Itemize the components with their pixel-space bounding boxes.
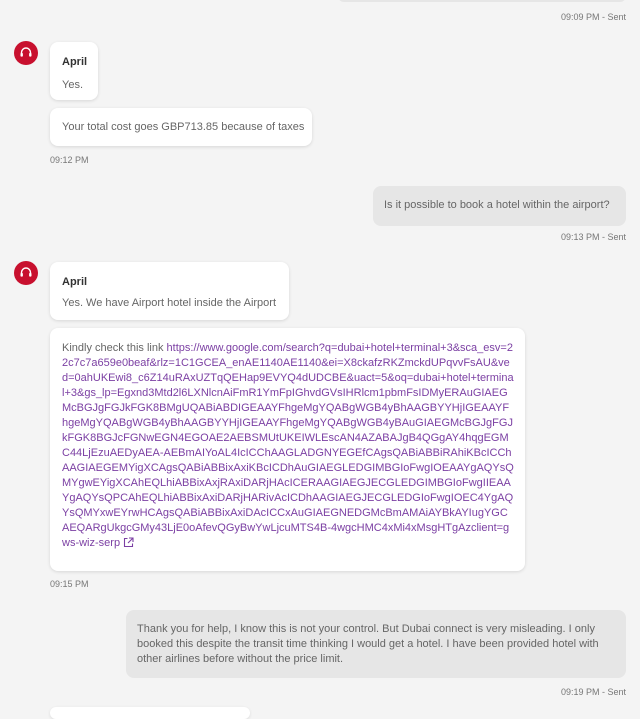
agent-message-card xyxy=(50,262,289,320)
user-message-text: Is it possible to book a hotel within the airport? xyxy=(384,199,610,211)
sent-message-bubble-partial xyxy=(338,0,626,2)
agent-name: April xyxy=(62,56,88,68)
message-timestamp: 09:15 PM xyxy=(50,579,89,589)
agent-message-card xyxy=(50,328,525,571)
user-message-text: Thank you for help, I know this is not your control. But Dubai connect is very misleading. I only booked this despite the transit time thinking I would get a hotel. I have been provided hotel with other airlines before without the price limit. xyxy=(137,623,599,665)
message-timestamp: 09:19 PM - Sent xyxy=(560,687,626,697)
message-timestamp: 09:12 PM xyxy=(50,155,89,165)
external-link-icon[interactable] xyxy=(123,537,134,553)
user-message-bubble xyxy=(373,186,626,226)
agent-message-card-partial xyxy=(50,707,250,719)
agent-message-card xyxy=(50,108,312,146)
agent-message-text: Your total cost goes GBP713.85 because of taxes xyxy=(62,121,305,133)
agent-avatar xyxy=(14,261,38,285)
headset-icon xyxy=(19,266,33,280)
agent-message-text: Yes. xyxy=(62,79,84,91)
message-timestamp: 09:13 PM - Sent xyxy=(560,232,626,242)
headset-icon xyxy=(19,46,33,60)
agent-message-text xyxy=(62,341,515,553)
user-message-bubble xyxy=(126,610,626,678)
link-prefix-text: Kindly check this link xyxy=(62,342,167,354)
agent-message-card xyxy=(50,42,98,100)
agent-avatar xyxy=(14,41,38,65)
agent-message-text: Yes. We have Airport hotel inside the Airport xyxy=(62,297,277,309)
search-link[interactable]: https://www.google.com/search?q=dubai+hotel+terminal+3&sca_esv=22c7c7a659e0beaf&rlz=1C1GCEA_enAE1140AE1140&ei=X8ckafzRKZmckdUPqvvFsAU&ved=0ahUKEwi8_c6Z14uRAxUZTqQEHap9EVYQ4dUDCBE&uact=5&oq=dubai+hotel+terminal+3&gs_lp=Egxnd3Mtd2l6LXNlcnAiFmR1YmFpIGhvdGVsIHRlcm1pbmFsIDMyERAuGIAEGMcBGJgFGJkFGK8BMgUQABiABDIGEAAYFhgeMgYQABgWGB4yBhAAGBYYHjIGEAAYFhgeMgYQABgWGB4yBhAAGBYYHjIGEAAYFhgeMgYQABgWGB4yBAuGIAEGMcBGJgFGJkFGK8BGJcFGNwEGN4EGOAE2AEBSMUtUKEIWLEscAN4AZABAJgB4QGgAY4hqgEGMC44LjEzuAEDyAEA-AEBmAIYoAL4IcICChAAGLADGNYEGEfCAgsQABiABBiRAhiKBcICChAAGIAEGEMYigXCAgsQABiABBixAxiKBcICDhAuGIAEGLEDGIMBGIoFwgIOEAAYgAQYsQMYgwEYigXCAhEQLhiABBixAxjRAxiDARjHAcICERAAGIAEGJECGLEDGIMBGIoFwgIIEAAYgAQYsQPCAhEQLhiABBixAxiDARjHARivAcICDhAAGIAEGJECGLEDGIoFwgIOEC4YgAQYsQMYxwEYrwHCAgsQABiABBixAxiDAcICCxAuGIAEGNEDGMcBmAMAiAYBkAYIugYGCAEQARgUkgcGMy43LjE0oAfevQGyBwYwLjcuMTS4B-4wgcHMC4xMi4xMsgHTgAzclient=gws-wiz-serp xyxy=(62,342,514,549)
message-timestamp: 09:09 PM - Sent xyxy=(560,12,626,22)
agent-name: April xyxy=(62,276,88,288)
